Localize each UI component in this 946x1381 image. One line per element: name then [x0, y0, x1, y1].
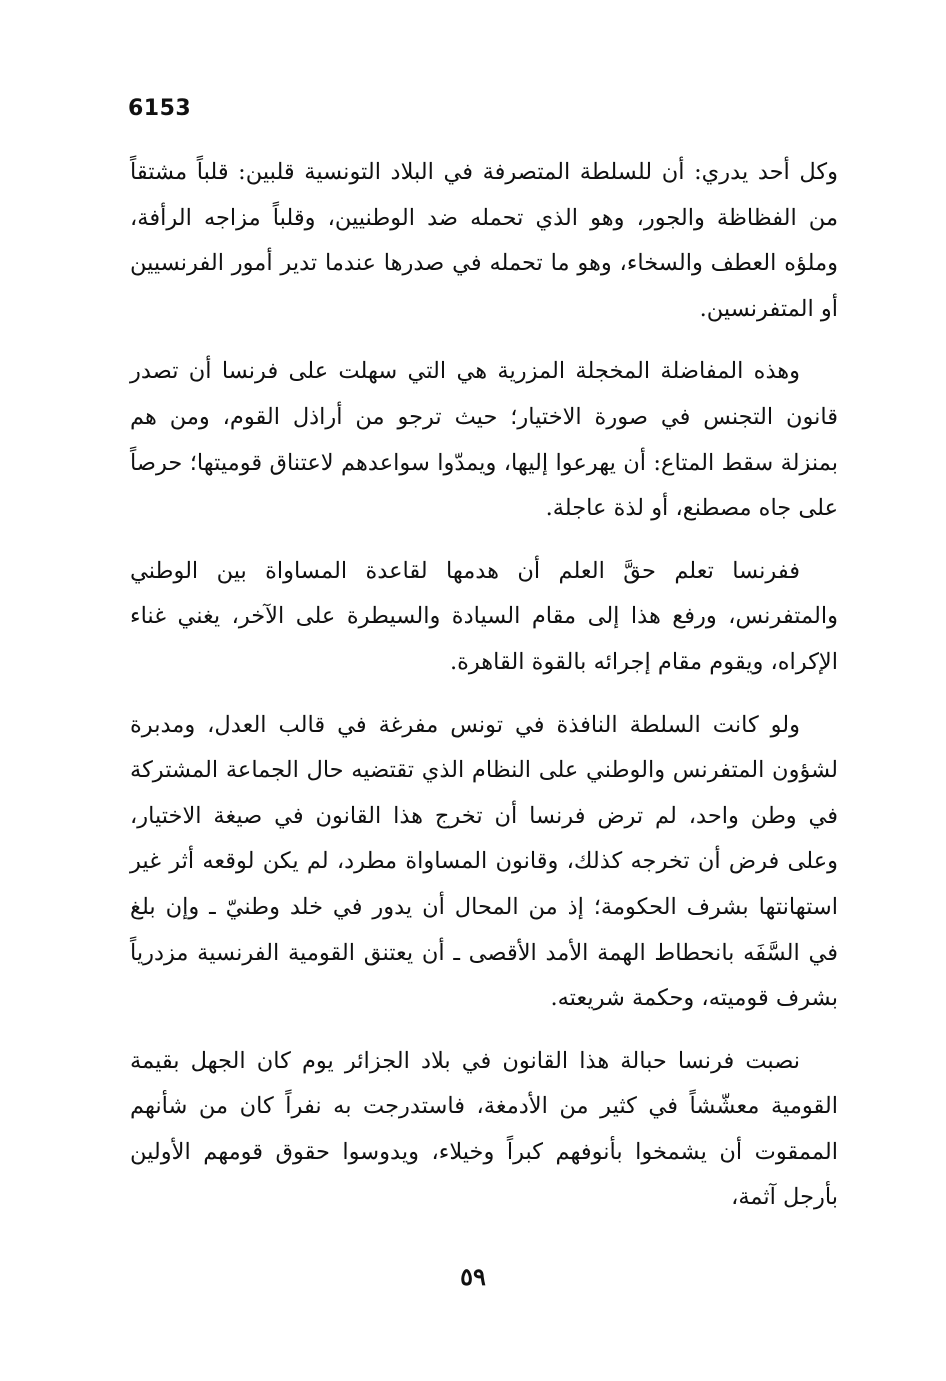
body-text [130, 150, 838, 1238]
page-number: ٥٩ [460, 1262, 486, 1291]
paragraph-3: ففرنسا تعلم حقَّ العلم أن هدمها لقاعدة المساواة بين الوطني والمتفرنس، ورفع هذا إلى مقام السيادة والسيطرة على الآخر، يغني غناء الإكراه، ويقوم مقام إجرائه بالقوة القاهرة. [130, 557, 838, 675]
paragraph-5: نصبت فرنسا حبالة هذا القانون في بلاد الجزائر يوم كان الجهل بقيمة القومية معشّشاً في كثير من الأدمغة، فاستدرجت به نفراً كان من شأنهم الممقوت أن يشمخوا بأنوفهم كبراً وخيلاء، ويدوسوا حقوق قومهم الأولين بأرجل آثمة، [130, 1047, 838, 1211]
paragraph-2: وهذه المفاضلة المخجلة المزرية هي التي سهلت على فرنسا أن تصدر قانون التجنس في صورة الاختيار؛ حيث ترجو من أراذل القوم، ومن هم بمنزلة سقط المتاع: أن يهرعوا إليها، ويمدّوا سواعدهم لاعتناق قوميتها؛ حرصاً على جاه مصطنع، أو لذة عاجلة. [130, 358, 838, 522]
paragraph-1: وكل أحد يدري: أن للسلطة المتصرفة في البلاد التونسية قلبين: قلباً مشتقاً من الفظاظة والجور، وهو الذي تحمله ضد الوطنيين، وقلباً مزاجه الرأفة، وملؤه العطف والسخاء، وهو ما تحمله في صدرها عندما تدير أمور الفرنسيين أو المتفرنسين. [130, 159, 838, 322]
paragraph-4: ولو كانت السلطة النافذة في تونس مفرغة في قالب العدل، ومدبرة لشؤون المتفرنس والوطني على النظام الذي تقتضيه حال الجماعة المشتركة في وطن واحد، لم ترض فرنسا أن تخرج هذا القانون في صيغة الاختيار، وعلى فرض أن تخرجه كذلك، وقانون المساواة مطرد، لم يكن لوقعه أثر غير استهانتها بشرف الحكومة؛ إذ من المحال أن يدور في خلد وطنيّ ـ وإن بلغ في السَّفَه بانحطاط الهمة الأمد الأقصى ـ أن يعتنق القومية الفرنسية مزدرياً بشرف قوميته، وحكمة شريعته. [130, 711, 838, 1012]
page-code: 6153 [128, 96, 192, 121]
